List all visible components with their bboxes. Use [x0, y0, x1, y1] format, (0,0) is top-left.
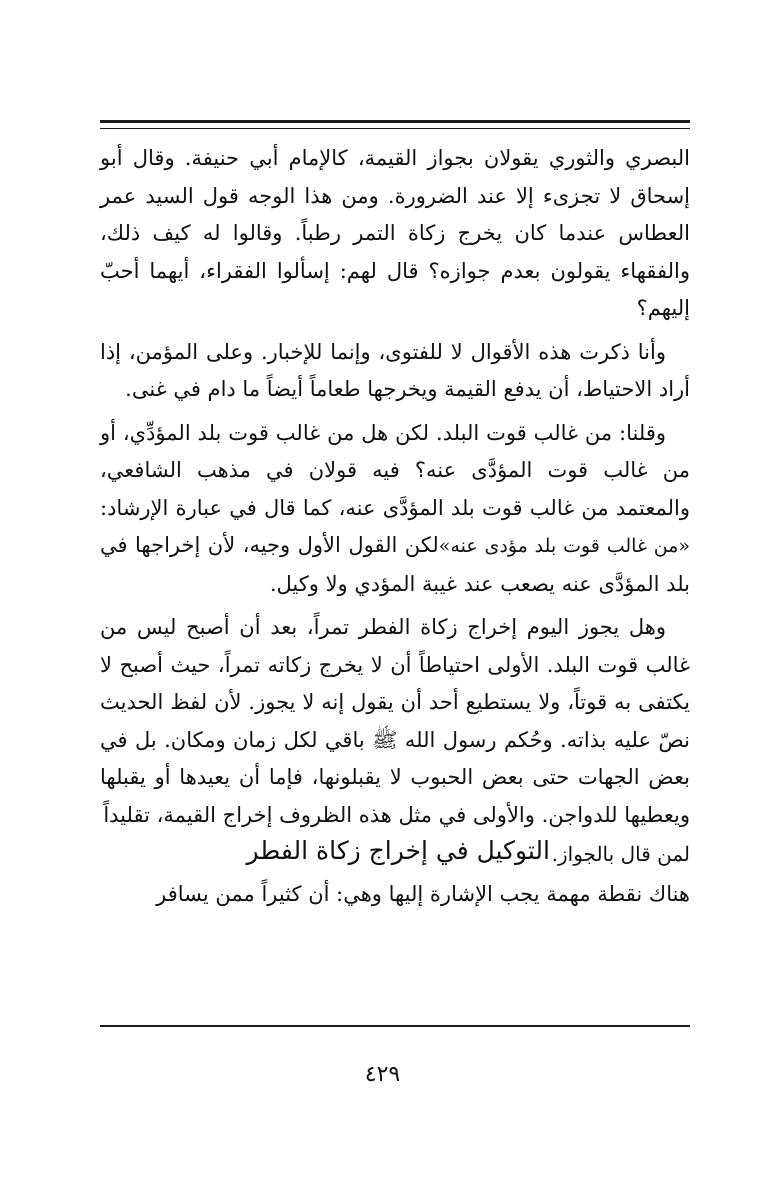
heading-line	[100, 836, 690, 876]
paragraph-1: البصري والثوري يقولان بجواز القيمة، كالإمام أبي حنيفة. وقال أبو إسحاق لا تجزىء إلا عند الضرورة. ومن هذا الوجه قول السيد عمر العطاس عندما كان يخرج زكاة التمر رطباً. وقالوا له كيف ذلك، والفقهاء يقولون بعدم جوازه؟ قال لهم: إسألوا الفقراء، أيهما أحبّ إليهم؟	[100, 146, 690, 320]
top-double-rule-thick	[100, 120, 690, 123]
page-body	[100, 140, 690, 920]
paragraph-5: هناك نقطة مهمة يجب الإشارة إليها وهي: أن كثيراً ممن يسافر	[156, 882, 690, 906]
bottom-rule	[100, 1025, 690, 1027]
paragraph-3-text: وقلنا: من غالب قوت البلد. لكن هل من غالب قوت بلد المؤدِّي، أو من غالب قوت المؤدَّى عنه؟ فيه قولان في مذهب الشافعي، والمعتمد من غالب قوت بلد المؤدَّى عنه، كما قال في عبارة الإرشاد:	[100, 420, 690, 520]
page-number: ٤٢٩	[364, 1062, 401, 1087]
paragraph-2: وأنا ذكرت هذه الأقوال لا للفتوى، وإنما للإخبار. وعلى المؤمن، إذا أراد الاحتياط، أن يدفع القيمة ويخرجها طعاماً أيضاً ما دام في غنى.	[100, 339, 690, 401]
paragraph-4-tail: لمن قال بالجواز.	[551, 842, 690, 866]
irshad-quote: «من غالب قوت بلد مؤدى عنه»	[438, 535, 690, 557]
top-double-rule-thin	[100, 128, 690, 129]
paragraph-3	[100, 415, 690, 604]
section-heading: التوكيل في إخراج زكاة الفطر	[246, 836, 550, 865]
paragraph-4: وهل يجوز اليوم إخراج زكاة الفطر تمراً، بعد أن أصبح ليس من غالب قوت البلد. الأولى احتياطاً أن لا يخرج زكاته تمراً، حيث أصبح لا يكتفى به قوتاً، ولا يستطيع أحد أن يقول إنه لا يجوز. لأن لفظ الحديث نصّ عليه بذاته. وحُكم رسول الله ﷺ باقي لكل زمان ومكان. بل في بعض الجهات حتى بعض الحبوب لا يقبلونها، فإما أن يعيدها أو يقبلها ويعطيها للدواجن. والأولى في مثل هذه الظروف إخراج القيمة، تقليداً	[100, 615, 690, 827]
paragraph-3-continuation: لكن القول الأول وجيه، لأن إخراجها في بلد المؤدَّى عنه يصعب عند غيبة المؤدي ولا وكيل.	[100, 533, 690, 596]
